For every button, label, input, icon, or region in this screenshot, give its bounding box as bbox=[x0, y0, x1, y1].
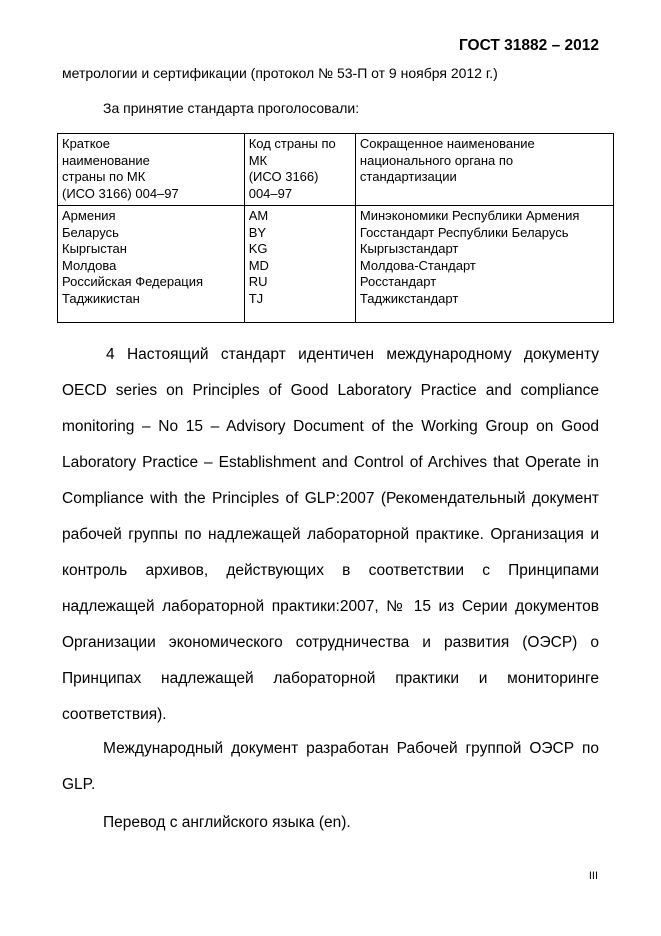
country-name: Таджикистан bbox=[62, 290, 140, 306]
paragraph-developer bbox=[62, 738, 599, 810]
header-standards-body bbox=[355, 134, 613, 206]
header-line: национального органа по bbox=[359, 152, 514, 168]
country-name: Российская Федерация bbox=[62, 274, 204, 289]
standards-body: Минэкономики Республики Армения bbox=[359, 208, 580, 223]
table-header-row bbox=[58, 134, 614, 206]
header-line: Код страны по bbox=[248, 136, 336, 151]
header-line: (ИСО 3166) bbox=[248, 169, 319, 184]
paragraph-4 bbox=[62, 344, 599, 740]
country-code: BY bbox=[248, 224, 267, 240]
header-country-code bbox=[244, 134, 355, 206]
table-row bbox=[58, 206, 614, 323]
standards-body: Госстандарт Республики Беларусь bbox=[359, 224, 569, 240]
country-name: Кыргыстан bbox=[62, 241, 127, 256]
header-country-name bbox=[58, 134, 245, 206]
country-code: AM bbox=[248, 208, 269, 223]
paragraph-line: контроль архивов, действующих в соответствии с Принципами bbox=[62, 562, 599, 579]
header-line: Краткое bbox=[62, 136, 110, 151]
header-line: МК bbox=[248, 152, 268, 168]
header-line: Сокращенное наименование bbox=[359, 136, 535, 151]
country-code: MD bbox=[248, 257, 269, 273]
protocol-line: метрологии и сертификации (протокол № 53-П от 9 ноября 2012 г.) bbox=[62, 65, 498, 81]
paragraph-line: OECD series on Principles of Good Laboratory Practice and compliance bbox=[62, 382, 599, 399]
standards-body: Кыргызстандарт bbox=[359, 241, 459, 256]
standards-body: Таджикстандарт bbox=[359, 290, 459, 306]
country-code: TJ bbox=[248, 290, 264, 306]
paragraph-translation bbox=[62, 812, 599, 848]
country-name: Молдова bbox=[62, 257, 117, 273]
standards-bodies-cell bbox=[355, 206, 613, 323]
paragraph-line: Принципах надлежащей лабораторной практики и мониторинге bbox=[62, 670, 599, 687]
page-number: III bbox=[588, 870, 598, 882]
country-code: KG bbox=[248, 241, 268, 256]
country-names-cell bbox=[58, 206, 245, 323]
paragraph-line: 4 Настоящий стандарт идентичен международному документу bbox=[106, 346, 599, 363]
header-line: 004–97 bbox=[248, 185, 293, 201]
header-line: наименование bbox=[62, 152, 150, 168]
standards-body: Росстандарт bbox=[359, 274, 437, 289]
paragraph-line: надлежащей лабораторной практики:2007, № 15 из Серии документов bbox=[62, 598, 599, 615]
country-code: RU bbox=[248, 274, 268, 289]
paragraph-line: Перевод с английского языка (en). bbox=[103, 814, 351, 831]
paragraph-line: Организации экономического сотрудничества и развития (ОЭСР) о bbox=[62, 634, 599, 651]
paragraph-line: GLP. bbox=[62, 776, 96, 793]
country-codes-cell bbox=[244, 206, 355, 323]
header-line: страны по МК bbox=[62, 169, 146, 184]
document-code: ГОСТ 31882 – 2012 bbox=[458, 37, 599, 54]
country-name: Беларусь bbox=[62, 224, 119, 240]
paragraph-line: Laboratory Practice – Establishment and Control of Archives that Operate in bbox=[62, 454, 599, 471]
header-line: стандартизации bbox=[359, 169, 457, 184]
paragraph-line: monitoring – No 15 – Advisory Document of the Working Group on Good bbox=[62, 418, 599, 435]
member-states-table bbox=[57, 133, 614, 323]
voted-line: За принятие стандарта проголосовали: bbox=[103, 100, 360, 116]
paragraph-line: рабочей группы по надлежащей лабораторной практике. Организация и bbox=[62, 526, 599, 543]
header-line: (ИСО 3166) 004–97 bbox=[62, 185, 179, 201]
paragraph-line: соответствия). bbox=[62, 706, 167, 723]
standards-body: Молдова-Стандарт bbox=[359, 257, 476, 273]
country-name: Армения bbox=[62, 208, 116, 223]
paragraph-line: Compliance with the Principles of GLP:2007 (Рекомендательный документ bbox=[62, 490, 599, 507]
paragraph-line: Международный документ разработан Рабочей группой ОЭСР по bbox=[103, 740, 599, 757]
